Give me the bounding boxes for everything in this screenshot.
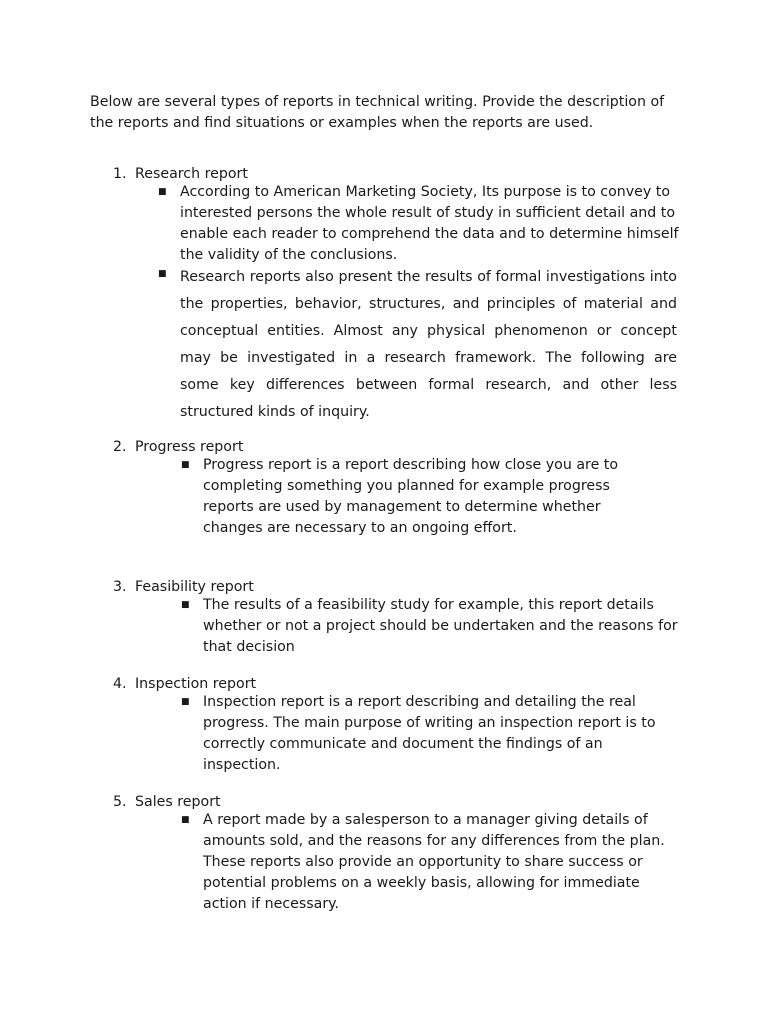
bullet-icon: ■	[181, 697, 190, 707]
list-item	[158, 182, 680, 266]
bullet-text: According to American Marketing Society, Its purpose is to convey to interested persons the whole result of study in sufficient detail and to enable each reader to comprehend the data and to determine himself the validity of the conclusions.	[180, 184, 679, 263]
list-item	[158, 264, 677, 426]
section-title: Inspection report	[135, 676, 257, 692]
list-item	[181, 455, 663, 539]
section-title: Research report	[135, 166, 248, 182]
bullet-text: The results of a feasibility study for example, this report details whether or not a project should be undertaken and the reasons for that decision	[203, 597, 678, 655]
section-number: 1.	[113, 166, 127, 182]
section-number: 4.	[113, 676, 127, 692]
bullet-text: Inspection report is a report describing and detailing the real progress. The main purpose of writing an inspection report is to correctly communicate and document the findings of an inspection.	[203, 694, 656, 773]
bullet-text: Research reports also present the results of formal investigations into the properties, behavior, structures, and principles of material and conceptual entities. Almost any physical phenomenon or concept may be investigated in a research framework. The following are some key differences between formal research, and other less structured kinds of inquiry.	[180, 269, 677, 420]
bullet-icon: ■	[181, 460, 190, 470]
section-number: 5.	[113, 794, 127, 810]
list-item	[181, 595, 683, 658]
section-title: Sales report	[135, 794, 221, 810]
bullet-icon: ■	[158, 187, 167, 197]
bullet-text: A report made by a salesperson to a manager giving details of amounts sold, and the reasons for any differences from the plan. These reports also provide an opportunity to share success or potential problems on a weekly basis, allowing for immediate action if necessary.	[203, 812, 665, 912]
list-item	[181, 692, 673, 776]
bullet-text: Progress report is a report describing how close you are to completing something you planned for example progress reports are used by management to determine whether changes are necessary to an ongoing effort.	[203, 457, 619, 536]
section-title: Feasibility report	[135, 579, 254, 595]
bullet-icon: ■	[181, 815, 190, 825]
bullet-icon: ■	[158, 269, 167, 279]
bullet-icon: ■	[181, 600, 190, 610]
intro-paragraph: Below are several types of reports in technical writing. Provide the description of the reports and find situations or examples when the reports are used.	[90, 94, 665, 131]
list-item	[181, 810, 678, 915]
section-number: 2.	[113, 439, 127, 455]
section-number: 3.	[113, 579, 127, 595]
section-title: Progress report	[135, 439, 244, 455]
